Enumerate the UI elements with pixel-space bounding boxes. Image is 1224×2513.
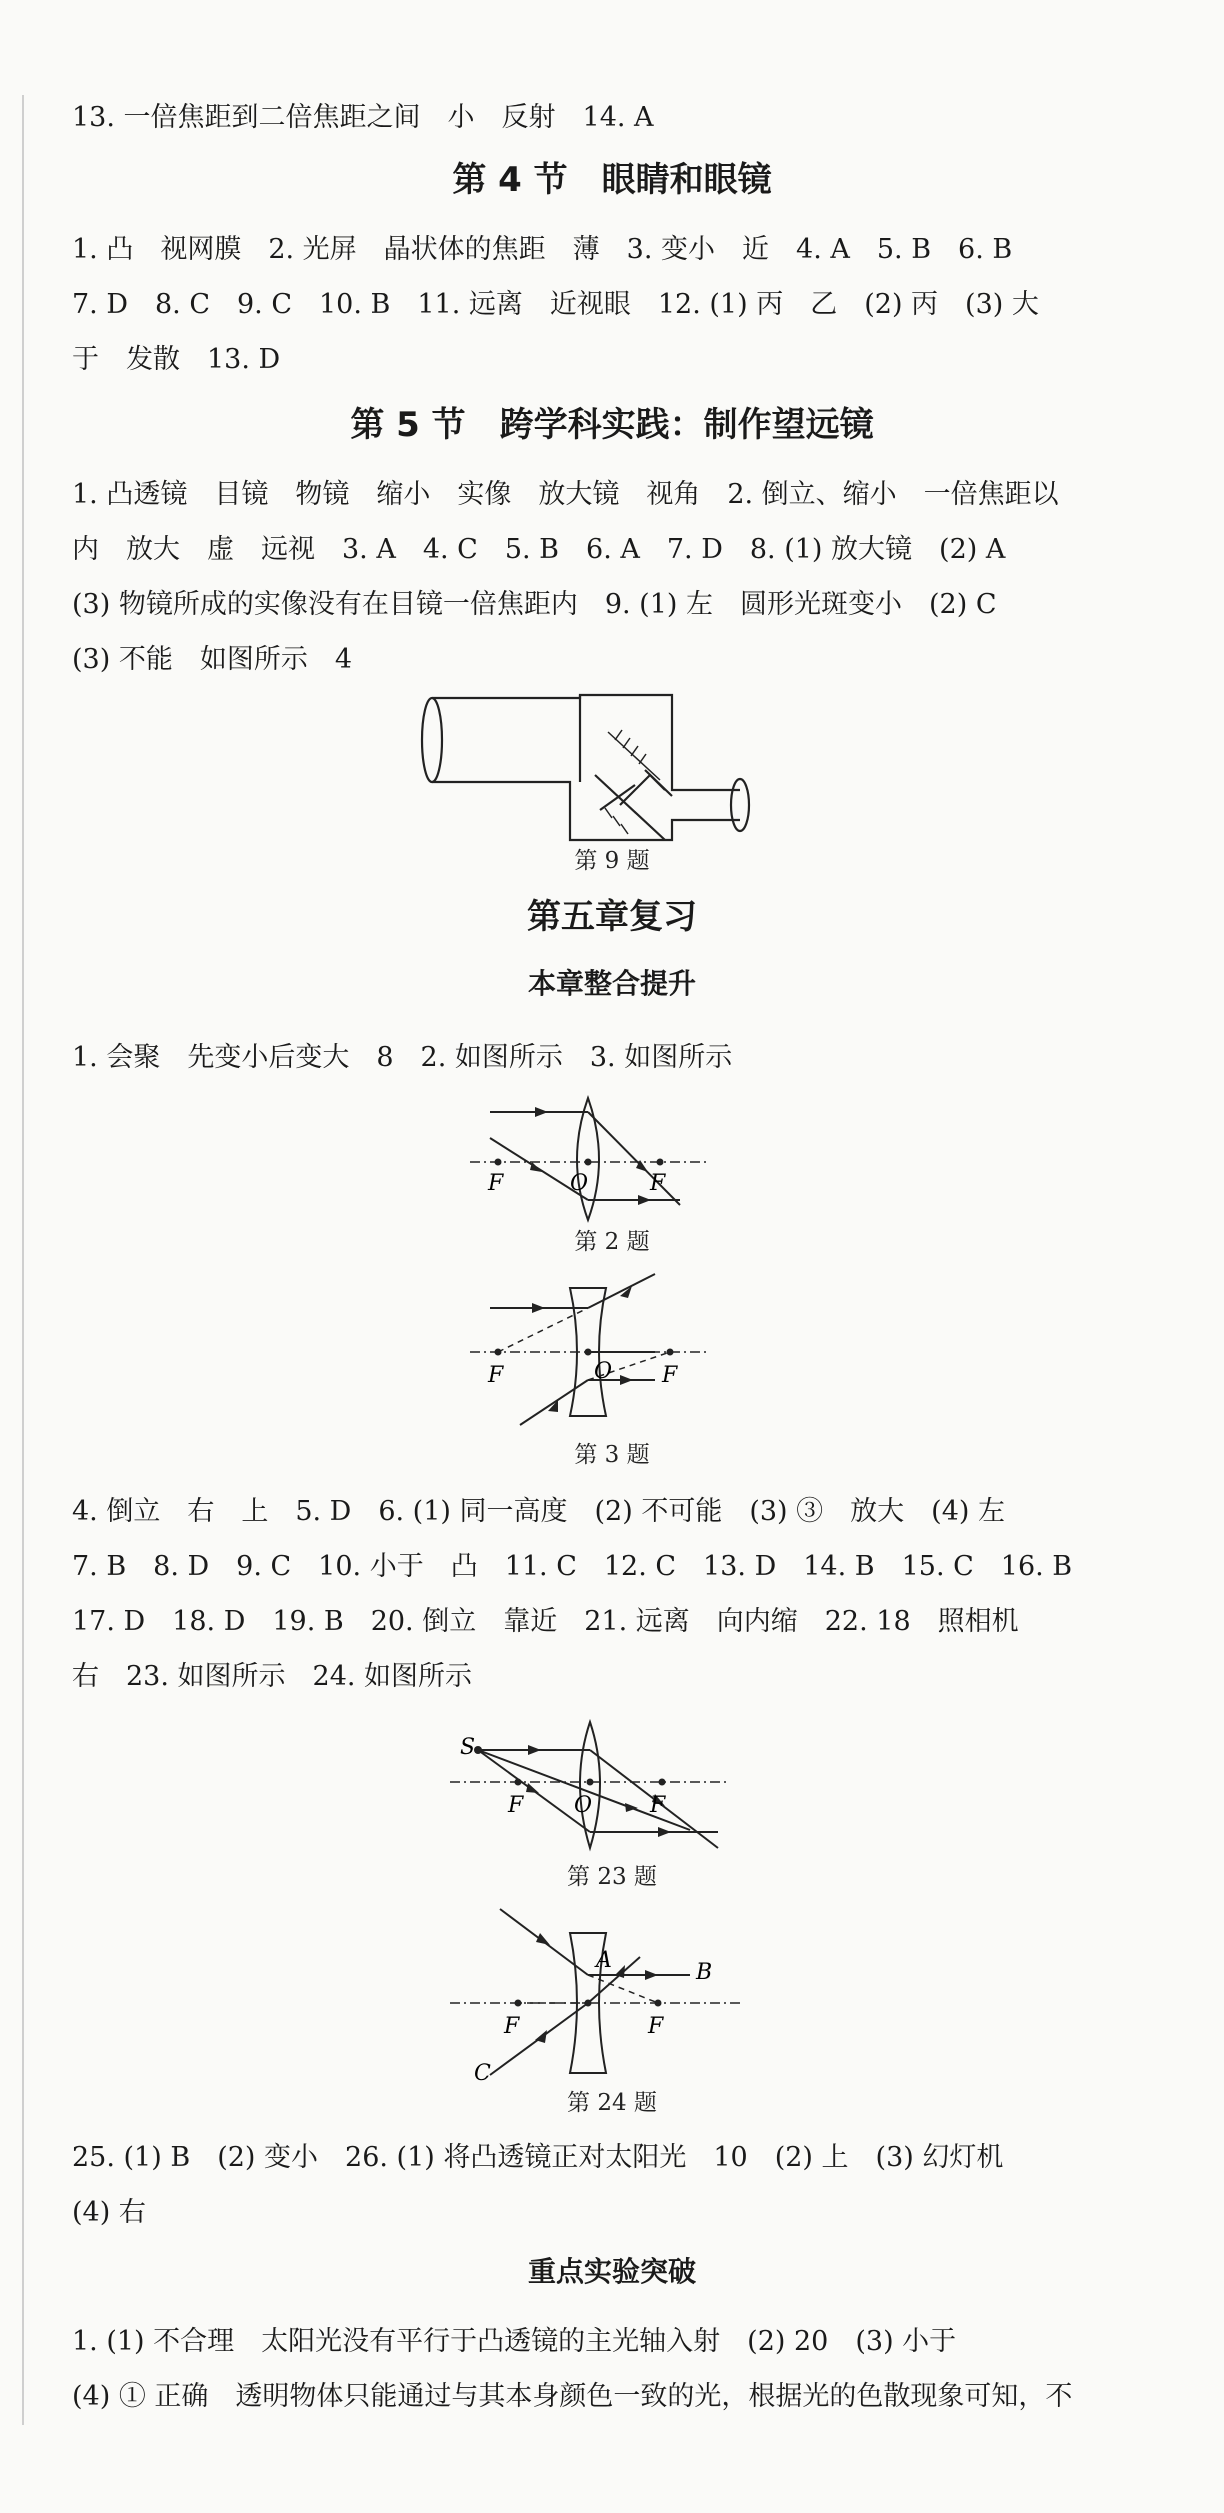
ch5-line-2: 4. 倒立 右 上 5. D 6. (1) 同一高度 (2) 不可能 (3) ③ 放大 (4) 左 bbox=[72, 1496, 1005, 1527]
ch5-line-4: 17. D 18. D 19. B 20. 倒立 靠近 21. 远离 向内缩 22. 18 照相机 bbox=[72, 1606, 1019, 1637]
experiment-line-1: 1. (1) 不合理 太阳光没有平行于凸透镜的主光轴入射 (2) 20 (3) 小于 bbox=[72, 2326, 957, 2357]
fig2-label-F-left: F bbox=[488, 1171, 504, 1196]
figure-9-telescope-diagram bbox=[410, 690, 760, 850]
experiment-line-2: (4) ① 正确 透明物体只能通过与其本身颜色一致的光，根据光的色散现象可知，不 bbox=[72, 2381, 1073, 2412]
sec4-line-2: 7. D 8. C 9. C 10. B 11. 远离 近视眼 12. (1) 丙 乙 (2) 丙 (3) 大 bbox=[72, 289, 1039, 320]
figure-2-caption: 第 2 题 bbox=[574, 1229, 650, 1255]
fig23-label-F-right: F bbox=[650, 1793, 666, 1818]
sec4-line-1: 1. 凸 视网膜 2. 光屏 晶状体的焦距 薄 3. 变小 近 4. A 5. B 6. B bbox=[72, 234, 1013, 265]
ch5-line-1: 1. 会聚 先变小后变大 8 2. 如图所示 3. 如图所示 bbox=[72, 1042, 733, 1073]
fig2-label-O: O bbox=[570, 1171, 589, 1196]
answer-line-13: 13. 一倍焦距到二倍焦距之间 小 反射 14. A bbox=[72, 102, 654, 133]
figure-3-caption: 第 3 题 bbox=[574, 1442, 650, 1468]
figure-24-caption: 第 24 题 bbox=[567, 2090, 657, 2116]
figure-2-convex-lens-diagram bbox=[470, 1090, 710, 1220]
section-5-title: 第 5 节 跨学科实践：制作望远镜 bbox=[350, 405, 874, 445]
fig24-label-C: C bbox=[474, 2061, 491, 2086]
ch5-line-3: 7. B 8. D 9. C 10. 小于 凸 11. C 12. C 13. D 14. B 15. C 16. B bbox=[72, 1551, 1073, 1582]
sec5-line-4: (3) 不能 如图所示 4 bbox=[72, 644, 353, 675]
fig3-label-F-left: F bbox=[488, 1363, 504, 1388]
ch5-line-7: (4) 右 bbox=[72, 2197, 146, 2228]
figure-24-concave-lens-diagram bbox=[450, 1905, 740, 2085]
fig23-label-S: S bbox=[460, 1735, 476, 1760]
section-4-title: 第 4 节 眼睛和眼镜 bbox=[452, 160, 772, 200]
fig23-label-F-left: F bbox=[508, 1793, 524, 1818]
experiment-subtitle: 重点实验突破 bbox=[527, 2255, 696, 2288]
fig2-label-F-right: F bbox=[650, 1171, 666, 1196]
sec5-line-3: (3) 物镜所成的实像没有在目镜一倍焦距内 9. (1) 左 圆形光斑变小 (2) C bbox=[72, 589, 997, 620]
fig23-label-O: O bbox=[574, 1793, 593, 1818]
figure-9-caption: 第 9 题 bbox=[574, 848, 650, 874]
fig3-label-F-right: F bbox=[662, 1363, 678, 1388]
fig24-label-F-right: F bbox=[648, 2014, 664, 2039]
figure-23-convex-lens-diagram bbox=[450, 1720, 730, 1860]
fig24-label-B: B bbox=[696, 1960, 713, 1985]
sec5-line-2: 内 放大 虚 远视 3. A 4. C 5. B 6. A 7. D 8. (1) 放大镜 (2) A bbox=[72, 534, 1006, 565]
fig24-label-A: A bbox=[596, 1948, 612, 1973]
fig3-label-O: O bbox=[594, 1359, 613, 1384]
ch5-line-6: 25. (1) B (2) 变小 26. (1) 将凸透镜正对太阳光 10 (2) 上 (3) 幻灯机 bbox=[72, 2142, 1004, 2173]
chapter-5-review-title: 第五章复习 bbox=[527, 897, 697, 937]
fig24-label-F-left: F bbox=[504, 2014, 520, 2039]
ch5-line-5: 右 23. 如图所示 24. 如图所示 bbox=[72, 1661, 473, 1692]
integration-subtitle: 本章整合提升 bbox=[527, 967, 696, 1000]
sec5-line-1: 1. 凸透镜 目镜 物镜 缩小 实像 放大镜 视角 2. 倒立、缩小 一倍焦距以 bbox=[72, 479, 1059, 510]
sec4-line-3: 于 发散 13. D bbox=[72, 344, 281, 375]
figure-23-caption: 第 23 题 bbox=[567, 1864, 657, 1890]
figure-3-concave-lens-diagram bbox=[470, 1270, 710, 1430]
